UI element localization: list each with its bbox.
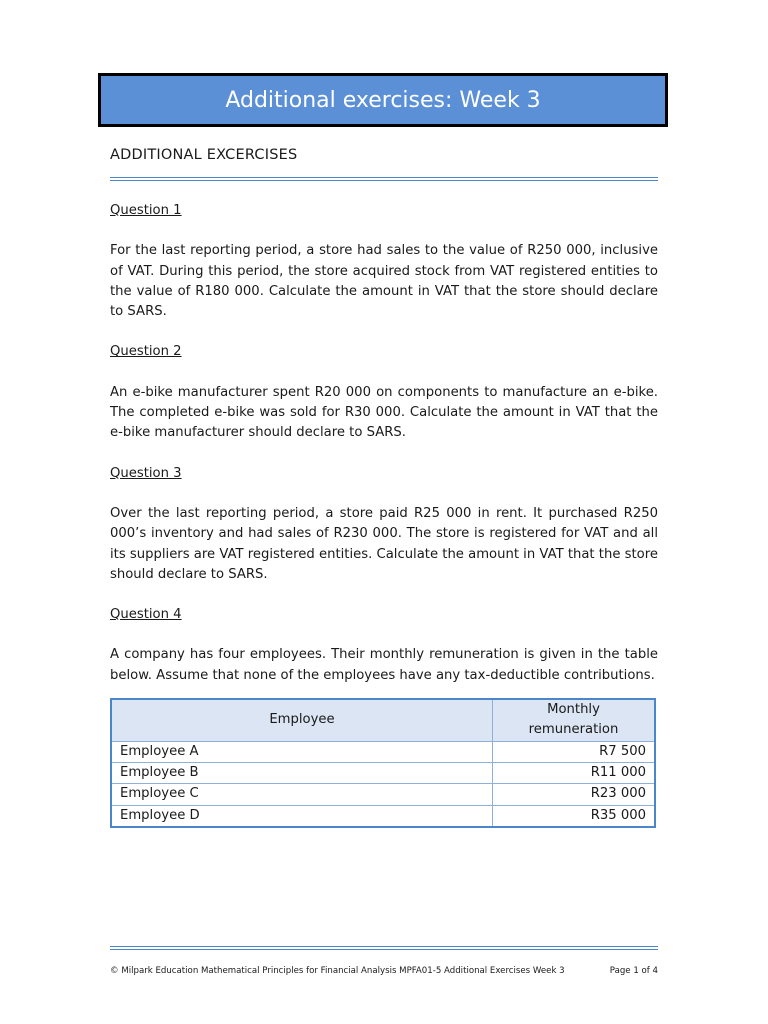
footer-divider (110, 946, 658, 950)
question-3 (110, 464, 658, 585)
question-2-body: An e-bike manufacturer spent R20 000 on components to manufacture an e-bike. The completed e-bike was sold for R30 000. Calculate the amount in VAT that the e-bike manufacturer should declare to SARS. (110, 384, 658, 441)
table-row (111, 762, 655, 783)
page-title: Additional exercises: Week 3 (225, 87, 541, 113)
document-body (110, 201, 658, 828)
question-2-heading: Question 2 (110, 344, 182, 360)
monthly-remuneration: R35 000 (493, 805, 656, 827)
table-row (111, 805, 655, 827)
column-header-employee: Employee (111, 699, 493, 741)
title-banner (98, 73, 668, 127)
page-number: Page 1 of 4 (609, 966, 658, 976)
question-2 (110, 342, 658, 443)
section-divider (110, 177, 658, 181)
question-4 (110, 605, 658, 686)
question-1-heading: Question 1 (110, 203, 182, 218)
page-footer (110, 966, 658, 976)
question-3-heading: Question 3 (110, 465, 182, 481)
table-row (111, 784, 655, 805)
question-3-body: Over the last reporting period, a store paid R25 000 in rent. It purchased R250 000’s inventory and had sales of R230 000. The store is registered for VAT and all its suppliers are VAT registered entities. Calculate the amount in VAT that the store should declare to SARS. (110, 505, 658, 582)
monthly-remuneration: R7 500 (493, 741, 656, 762)
table-header-row (111, 699, 655, 741)
monthly-remuneration: R11 000 (493, 762, 656, 783)
employee-name: Employee D (111, 805, 493, 827)
monthly-remuneration: R23 000 (493, 784, 656, 805)
column-header-remuneration: Monthly remuneration (493, 699, 656, 741)
employee-name: Employee B (111, 762, 493, 783)
table-row (111, 741, 655, 762)
remuneration-table (110, 698, 656, 828)
question-1-body: For the last reporting period, a store had sales to the value of R250 000, inclusive of VAT. During this period, the store acquired stock from VAT registered entities to the value of R180 000. Calculate the amount in VAT that the store should declare to SARS. (110, 243, 658, 320)
question-1 (110, 201, 658, 322)
question-4-body: A company has four employees. Their monthly remuneration is given in the table below. Assume that none of the employees have any tax-deductible contributions. (110, 647, 658, 683)
footer-copyright: © Milpark Education Mathematical Principles for Financial Analysis MPFA01-5 Additional Exercises Week 3 (110, 966, 565, 976)
employee-name: Employee C (111, 784, 493, 805)
section-heading: ADDITIONAL EXCERCISES (110, 147, 298, 163)
employee-name: Employee A (111, 741, 493, 762)
question-4-heading: Question 4 (110, 607, 182, 623)
